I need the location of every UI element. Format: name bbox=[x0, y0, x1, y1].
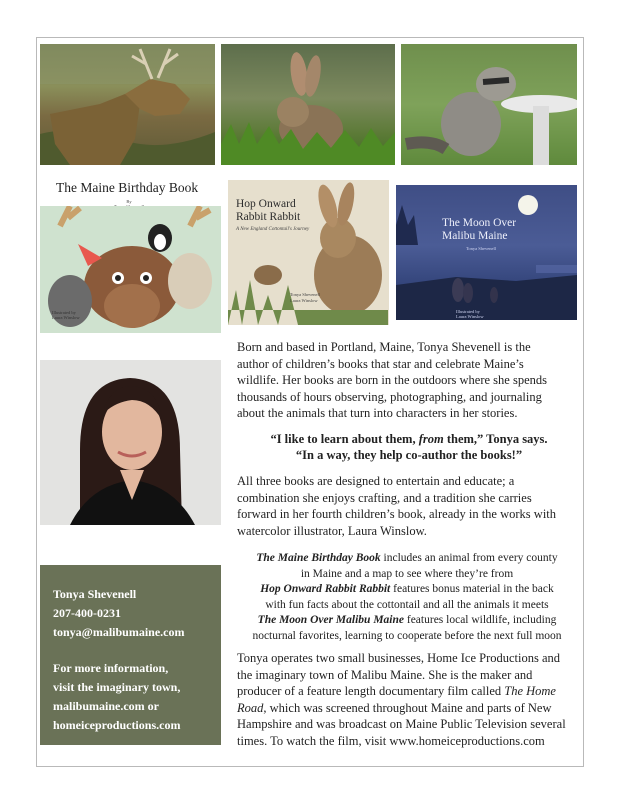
pull-quote: “I like to learn about them, from them,” Tonya says. “In a way, they help co-author the books!” bbox=[270, 432, 548, 462]
hop-onward-cover bbox=[228, 180, 389, 325]
cover-credits: Tonya Shevenell Laura Winslow bbox=[290, 292, 321, 303]
educate-paragraph: All three books are designed to entertain and educate; a combination she enjoys crafting, and a tradition she carries forward in her fourth children’s book, already in the works with watercolor illustrator, Laura Winslow. bbox=[237, 474, 557, 538]
cover-byline: By bbox=[126, 199, 132, 204]
deer-photo bbox=[40, 44, 215, 165]
more-info-line: visit the imaginary town, bbox=[53, 680, 181, 694]
contact-box bbox=[40, 565, 221, 745]
bio-paragraph: Born and based in Portland, Maine, Tonya Shevenell is the author of children’s books that star and celebrate Maine’s wildlife. Her books are born in the outdoors where she spends thousands of hours observing, photographing, and journaling about the animals that turn into characters in her stories. bbox=[237, 340, 547, 420]
cover-illustrator: Illustrated by Laura Winslow bbox=[52, 310, 80, 320]
raccoon-photo bbox=[401, 44, 577, 165]
cover-title: The Moon Over Malibu Maine bbox=[442, 217, 517, 242]
homeiceproductions-link[interactable]: homeiceproductions.com bbox=[53, 718, 181, 732]
book-list: The Maine Birthday Book includes an animal from every county in Maine and a map to see where they’re from Hop Onward Rabbit Rabbit features bonus material in the back with fun facts about the cottontail and all the animals it meets The Moon Over Malibu Maine features local wildlife, including nocturnal favorites, learning to cooperate before the next full moon bbox=[252, 552, 562, 642]
malibumaine-link[interactable]: malibumaine.com or bbox=[53, 699, 159, 713]
cover-author: Tonya Shevenell bbox=[466, 246, 497, 251]
contact-name: Tonya Shevenell bbox=[53, 587, 137, 601]
more-info-line: For more information, bbox=[53, 661, 169, 675]
moon-over-malibu-cover bbox=[396, 185, 577, 320]
rabbit-photo bbox=[221, 44, 395, 165]
cover-title: The Maine Birthday Book bbox=[56, 180, 199, 195]
maine-birthday-book-cover bbox=[40, 178, 221, 333]
cover-title: Hop Onward Rabbit Rabbit bbox=[236, 198, 301, 223]
author-portrait bbox=[40, 360, 221, 525]
cover-illustration bbox=[396, 185, 577, 320]
cover-subtitle: A New England Cottontail's Journey bbox=[236, 227, 310, 232]
contact-phone[interactable]: 207-400-0231 bbox=[53, 606, 121, 620]
cover-illustrator: Illustrated by Laura Winslow bbox=[456, 309, 484, 319]
business-paragraph: Tonya operates two small businesses, Home Ice Productions and the imaginary town of Malibu Maine. She is the maker and producer of a feature length documentary film called The Home Road, which was screened throughout Maine and parts of New Hampshire and was broadcast on Maine Public Television several times. To watch the film, visit www.homeiceproductions.com bbox=[237, 651, 566, 748]
contact-email[interactable]: tonya@malibumaine.com bbox=[53, 625, 185, 639]
